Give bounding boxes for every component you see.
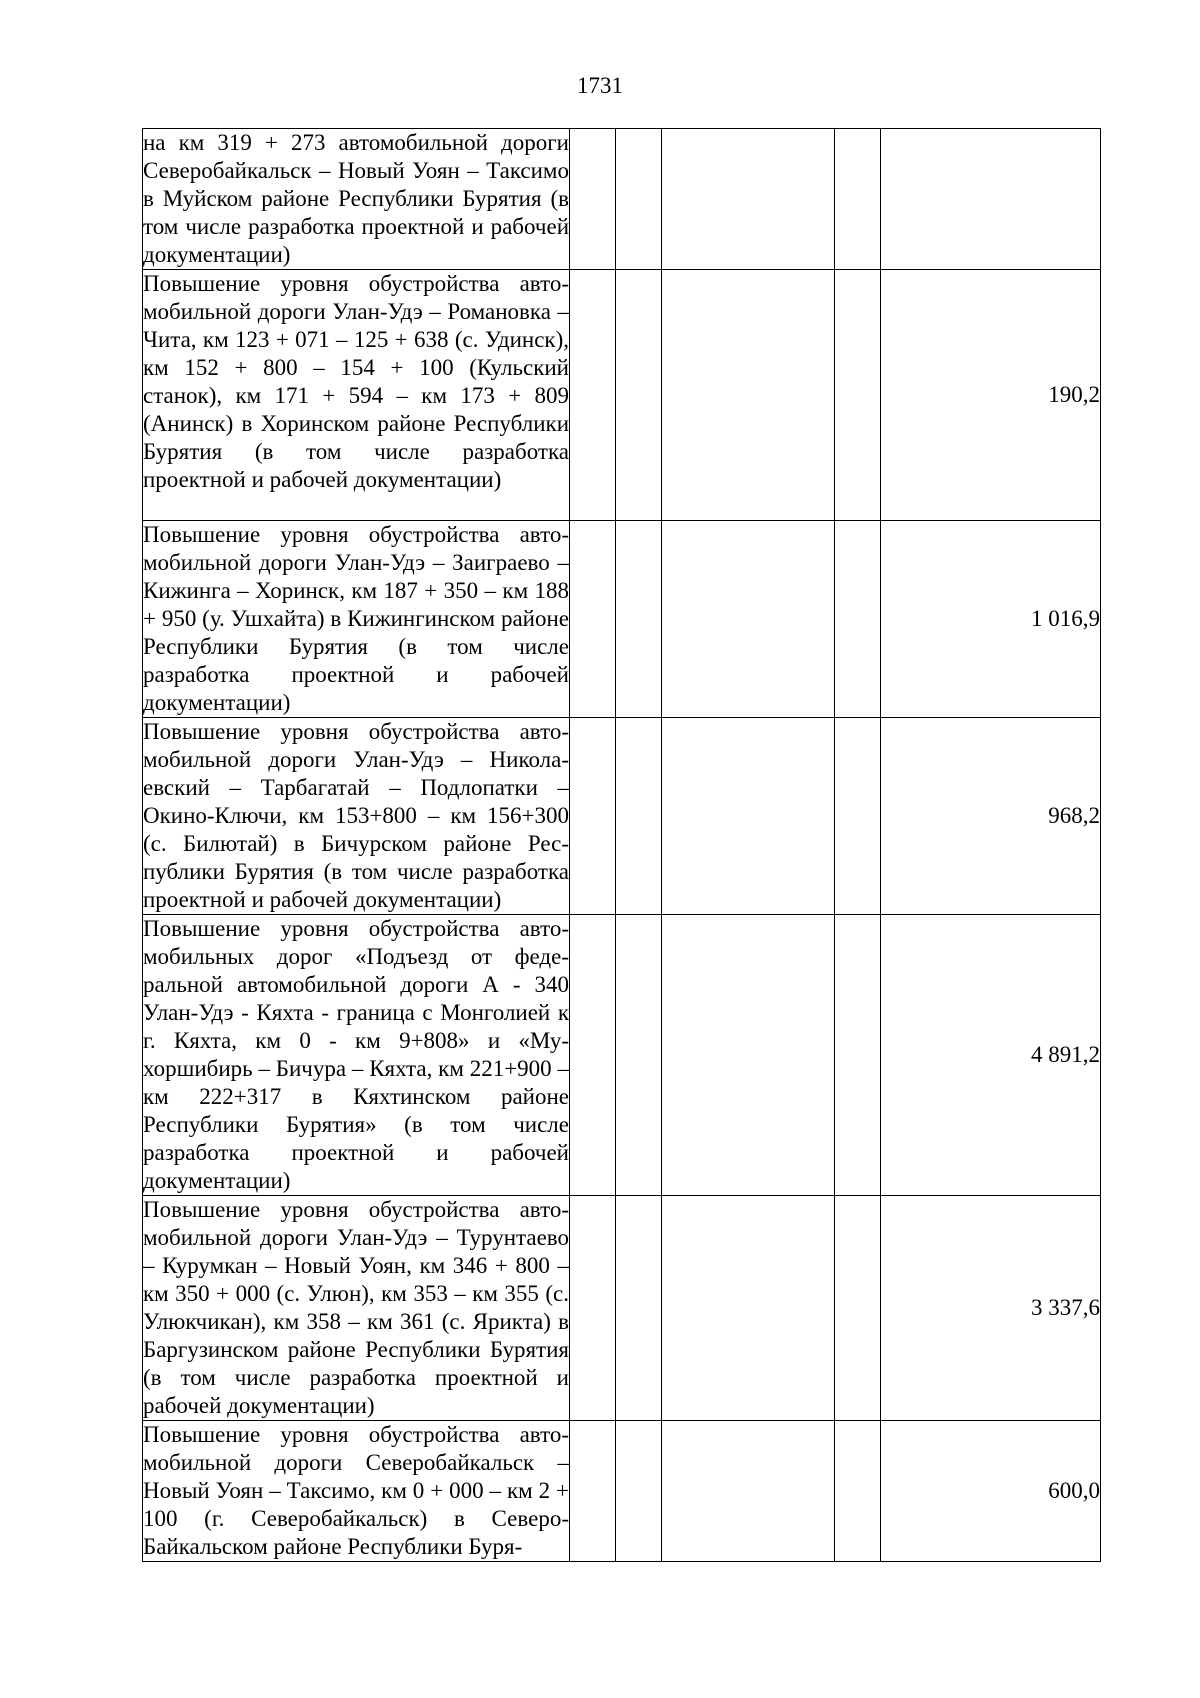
empty-cell bbox=[616, 915, 662, 1196]
empty-cell bbox=[616, 718, 662, 915]
budget-table bbox=[142, 128, 1101, 1562]
empty-cell bbox=[662, 270, 835, 521]
row-description: на км 319 + 273 автомобильной дороги Северобайкальск – Новый Уоян – Таксимо в Муйском районе Республики Бурятия (в том числе разработка проектной и рабочей документации) bbox=[143, 129, 570, 270]
empty-cell bbox=[835, 521, 881, 718]
empty-cell bbox=[570, 718, 616, 915]
row-description: Повышение уровня обустройства автомобильной дороги Улан-Удэ – Романовка – Чита, км 123 + 071 – 125 + 638 (с. Удинск), км 152 + 800 – 154 + 100 (Кульский станок), км 171 + 594 – км 173 + 809 (Анинск) в Хоринском районе Республики Бурятия (в том числе разработка проектной и рабочей документации) bbox=[143, 270, 570, 521]
empty-cell bbox=[616, 521, 662, 718]
row-amount: 190,2 bbox=[881, 270, 1101, 521]
row-description: Повышение уровня обустройства автомобильной дороги Улан-Удэ – Заиграево – Кижинга – Хоринск, км 187 + 350 – км 188 + 950 (у. Ушхайта) в Кижингинском районе Республики Бурятия (в том числе разработка проектной и рабочей документации) bbox=[143, 521, 570, 718]
row-amount: 4 891,2 bbox=[881, 915, 1101, 1196]
row-amount: 600,0 bbox=[881, 1421, 1101, 1562]
empty-cell bbox=[570, 521, 616, 718]
table-row bbox=[143, 1196, 1101, 1421]
empty-cell bbox=[570, 129, 616, 270]
empty-cell bbox=[835, 1196, 881, 1421]
page-number: 1731 bbox=[577, 73, 623, 98]
table-row bbox=[143, 718, 1101, 915]
empty-cell bbox=[662, 718, 835, 915]
empty-cell bbox=[662, 915, 835, 1196]
table-row bbox=[143, 129, 1101, 270]
table-row bbox=[143, 521, 1101, 718]
empty-cell bbox=[570, 270, 616, 521]
empty-cell bbox=[835, 915, 881, 1196]
empty-cell bbox=[570, 915, 616, 1196]
empty-cell bbox=[616, 1196, 662, 1421]
empty-cell bbox=[570, 1421, 616, 1562]
empty-cell bbox=[835, 718, 881, 915]
table-row bbox=[143, 915, 1101, 1196]
empty-cell bbox=[616, 129, 662, 270]
row-description: Повышение уровня обустройства автомобильной дороги Улан-Удэ – Николаевский – Тарбагатай – Подлопатки – Окино-Ключи, км 153+800 – км 156+300 (с. Билютай) в Бичурском районе Республики Бурятия (в том числе разработка проектной и рабочей документации) bbox=[143, 718, 570, 915]
empty-cell bbox=[662, 1421, 835, 1562]
row-amount: 3 337,6 bbox=[881, 1196, 1101, 1421]
row-amount bbox=[881, 129, 1101, 270]
empty-cell bbox=[662, 521, 835, 718]
table-row bbox=[143, 1421, 1101, 1562]
empty-cell bbox=[662, 1196, 835, 1421]
row-description: Повышение уровня обустройства автомобильных дорог «Подъезд от федеральной автомобильной дороги А - 340 Улан-Удэ - Кяхта - граница с Монголией к г. Кяхта, км 0 - км 9+808» и «Мухоршибирь – Бичура – Кяхта, км 221+900 – км 222+317 в Кяхтинском районе Республики Бурятия» (в том числе разработка проектной и рабочей документации) bbox=[143, 915, 570, 1196]
empty-cell bbox=[616, 270, 662, 521]
row-amount: 968,2 bbox=[881, 718, 1101, 915]
empty-cell bbox=[835, 1421, 881, 1562]
empty-cell bbox=[616, 1421, 662, 1562]
empty-cell bbox=[835, 129, 881, 270]
empty-cell bbox=[570, 1196, 616, 1421]
row-description: Повышение уровня обустройства автомобильной дороги Северобайкальск – Новый Уоян – Таксимо, км 0 + 000 – км 2 + 100 (г. Северобайкальск) в СевероБайкальском районе Республики Буря- bbox=[143, 1421, 570, 1562]
row-amount: 1 016,9 bbox=[881, 521, 1101, 718]
empty-cell bbox=[662, 129, 835, 270]
row-description: Повышение уровня обустройства автомобильной дороги Улан-Удэ – Турунтаево – Курумкан – Новый Уоян, км 346 + 800 – км 350 + 000 (с. Улюн), км 353 – км 355 (с. Улюкчикан), км 358 – км 361 (с. Ярикта) в Баргузинском районе Республики Бурятия (в том числе разработка проектной и рабочей документации) bbox=[143, 1196, 570, 1421]
empty-cell bbox=[835, 270, 881, 521]
table-row bbox=[143, 270, 1101, 521]
